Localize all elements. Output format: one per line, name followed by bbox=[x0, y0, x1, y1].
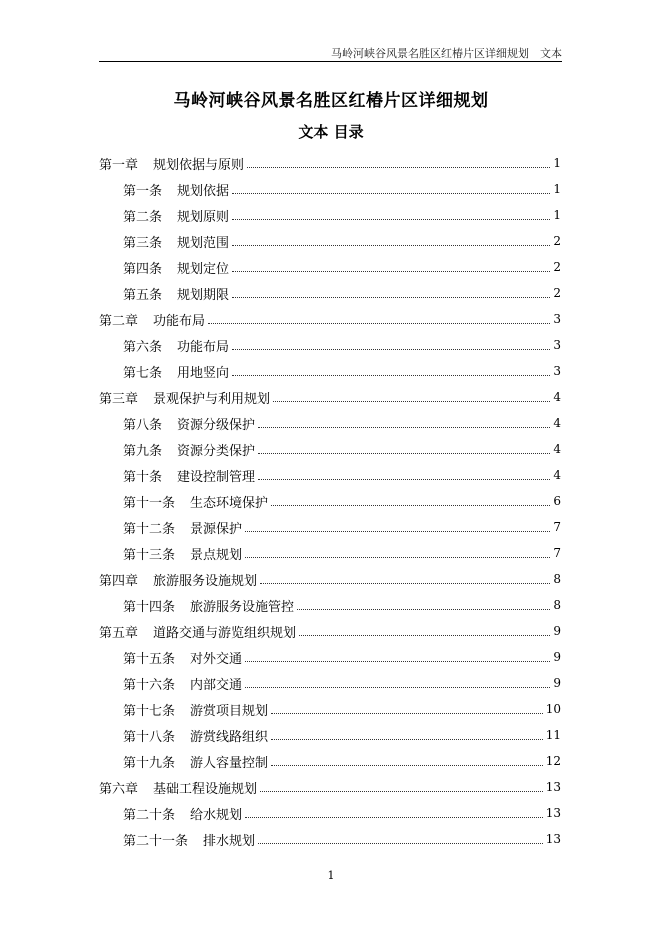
toc-entry-page: 13 bbox=[545, 832, 561, 846]
toc-entry-number: 第一条 bbox=[123, 183, 163, 199]
toc-entry-title: 给水规划 bbox=[190, 807, 243, 823]
toc-entry-number: 第二章 bbox=[99, 313, 139, 329]
toc-dot-leader bbox=[245, 531, 550, 532]
toc-dot-leader bbox=[232, 271, 550, 272]
toc-entry-page: 3 bbox=[553, 338, 561, 352]
toc-entry-title: 规划期限 bbox=[177, 287, 230, 303]
toc-entry-title: 规划依据与原则 bbox=[153, 157, 245, 173]
toc-article-entry[interactable] bbox=[99, 670, 561, 696]
toc-entry-page: 2 bbox=[553, 260, 561, 274]
toc-article-entry[interactable] bbox=[99, 202, 561, 228]
toc-article-entry[interactable] bbox=[99, 332, 561, 358]
toc-dot-leader bbox=[258, 453, 550, 454]
toc-entry-number: 第六条 bbox=[123, 339, 163, 355]
toc-entry-page: 3 bbox=[553, 312, 561, 326]
toc-entry-number: 第四章 bbox=[99, 573, 139, 589]
toc-dot-leader bbox=[271, 505, 550, 506]
header-rule bbox=[99, 61, 562, 62]
toc-article-entry[interactable] bbox=[99, 540, 561, 566]
toc-entry-number: 第十四条 bbox=[123, 599, 176, 615]
toc-dot-leader bbox=[260, 791, 543, 792]
toc-entry-title: 景观保护与利用规划 bbox=[153, 391, 271, 407]
toc-dot-leader bbox=[247, 167, 550, 168]
toc-entry-page: 12 bbox=[545, 754, 561, 768]
toc-article-entry[interactable] bbox=[99, 696, 561, 722]
toc-entry-title: 资源分类保护 bbox=[177, 443, 256, 459]
toc-article-entry[interactable] bbox=[99, 176, 561, 202]
toc-dot-leader bbox=[273, 401, 550, 402]
toc-entry-title: 旅游服务设施管控 bbox=[190, 599, 295, 615]
toc-dot-leader bbox=[232, 193, 550, 194]
toc-entry-title: 道路交通与游览组织规划 bbox=[153, 625, 297, 641]
toc-entry-page: 8 bbox=[553, 572, 561, 586]
toc-entry-title: 对外交通 bbox=[190, 651, 243, 667]
toc-dot-leader bbox=[297, 609, 550, 610]
toc-entry-number: 第十七条 bbox=[123, 703, 176, 719]
toc-entry-page: 4 bbox=[553, 390, 561, 404]
toc-entry-page: 7 bbox=[553, 520, 561, 534]
toc-entry-number: 第八条 bbox=[123, 417, 163, 433]
toc-chapter-entry[interactable] bbox=[99, 306, 561, 332]
toc-entry-page: 3 bbox=[553, 364, 561, 378]
toc-entry-title: 基础工程设施规划 bbox=[153, 781, 258, 797]
toc-entry-number: 第十一条 bbox=[123, 495, 176, 511]
toc-entry-number: 第七条 bbox=[123, 365, 163, 381]
toc-entry-title: 用地竖向 bbox=[177, 365, 230, 381]
toc-entry-page: 7 bbox=[553, 546, 561, 560]
toc-entry-title: 功能布局 bbox=[153, 313, 206, 329]
toc-entry-page: 8 bbox=[553, 598, 561, 612]
toc-article-entry[interactable] bbox=[99, 800, 561, 826]
toc-article-entry[interactable] bbox=[99, 514, 561, 540]
toc-entry-page: 1 bbox=[553, 208, 561, 222]
toc-entry-title: 景点规划 bbox=[190, 547, 243, 563]
toc-entry-title: 规划原则 bbox=[177, 209, 230, 225]
toc-dot-leader bbox=[258, 427, 550, 428]
toc-entry-page: 4 bbox=[553, 468, 561, 482]
toc-entry-title: 资源分级保护 bbox=[177, 417, 256, 433]
toc-article-entry[interactable] bbox=[99, 358, 561, 384]
toc-entry-page: 2 bbox=[553, 286, 561, 300]
toc-entry-title: 游赏项目规划 bbox=[190, 703, 269, 719]
toc-entry-number: 第十九条 bbox=[123, 755, 176, 771]
toc-article-entry[interactable] bbox=[99, 488, 561, 514]
toc-entry-title: 规划范围 bbox=[177, 235, 230, 251]
toc-entry-title: 生态环境保护 bbox=[190, 495, 269, 511]
toc-article-entry[interactable] bbox=[99, 280, 561, 306]
toc-entry-number: 第三章 bbox=[99, 391, 139, 407]
toc-entry-title: 功能布局 bbox=[177, 339, 230, 355]
toc-entry-page: 6 bbox=[553, 494, 561, 508]
toc-dot-leader bbox=[260, 583, 550, 584]
toc-dot-leader bbox=[245, 661, 550, 662]
toc-entry-number: 第十二条 bbox=[123, 521, 176, 537]
toc-entry-page: 4 bbox=[553, 442, 561, 456]
toc-entry-number: 第二条 bbox=[123, 209, 163, 225]
toc-dot-leader bbox=[271, 765, 543, 766]
toc-entry-page: 9 bbox=[553, 650, 561, 664]
toc-entry-page: 2 bbox=[553, 234, 561, 248]
toc-article-entry[interactable] bbox=[99, 254, 561, 280]
toc-entry-page: 9 bbox=[553, 624, 561, 638]
toc-entry-number: 第二十条 bbox=[123, 807, 176, 823]
toc-entry-number: 第十五条 bbox=[123, 651, 176, 667]
toc-entry-number: 第十六条 bbox=[123, 677, 176, 693]
document-subtitle: 文本 目录 bbox=[298, 123, 364, 141]
toc-dot-leader bbox=[245, 557, 550, 558]
toc-entry-title: 内部交通 bbox=[190, 677, 243, 693]
document-title: 马岭河峡谷风景名胜区红椿片区详细规划 bbox=[173, 91, 489, 111]
toc-dot-leader bbox=[208, 323, 550, 324]
toc-entry-title: 景源保护 bbox=[190, 521, 243, 537]
toc-entry-number: 第九条 bbox=[123, 443, 163, 459]
toc-entry-page: 10 bbox=[545, 702, 561, 716]
toc-entry-page: 13 bbox=[545, 806, 561, 820]
toc-entry-title: 建设控制管理 bbox=[177, 469, 256, 485]
toc-article-entry[interactable] bbox=[99, 462, 561, 488]
toc-article-entry[interactable] bbox=[99, 436, 561, 462]
toc-article-entry[interactable] bbox=[99, 644, 561, 670]
toc-dot-leader bbox=[232, 219, 550, 220]
toc-dot-leader bbox=[258, 479, 550, 480]
toc-entry-number: 第三条 bbox=[123, 235, 163, 251]
toc-entry-number: 第一章 bbox=[99, 157, 139, 173]
toc-entry-title: 游人容量控制 bbox=[190, 755, 269, 771]
toc-entry-number: 第二十一条 bbox=[123, 833, 189, 849]
toc-dot-leader bbox=[245, 817, 543, 818]
toc-entry-page: 1 bbox=[553, 156, 561, 170]
toc-entry-number: 第十八条 bbox=[123, 729, 176, 745]
toc-entry-number: 第五章 bbox=[99, 625, 139, 641]
toc-chapter-entry[interactable] bbox=[99, 774, 561, 800]
toc-dot-leader bbox=[271, 713, 543, 714]
toc-article-entry[interactable] bbox=[99, 748, 561, 774]
toc-dot-leader bbox=[232, 349, 550, 350]
toc-article-entry[interactable] bbox=[99, 410, 561, 436]
toc-chapter-entry[interactable] bbox=[99, 618, 561, 644]
toc-chapter-entry[interactable] bbox=[99, 150, 561, 176]
toc-entry-title: 排水规划 bbox=[203, 833, 256, 849]
toc-dot-leader bbox=[271, 739, 543, 740]
toc-entry-number: 第六章 bbox=[99, 781, 139, 797]
toc-article-entry[interactable] bbox=[99, 722, 561, 748]
toc-dot-leader bbox=[232, 297, 550, 298]
toc-dot-leader bbox=[258, 843, 543, 844]
toc-entry-number: 第五条 bbox=[123, 287, 163, 303]
toc-chapter-entry[interactable] bbox=[99, 566, 561, 592]
toc-chapter-entry[interactable] bbox=[99, 384, 561, 410]
toc-entry-title: 规划定位 bbox=[177, 261, 230, 277]
toc-dot-leader bbox=[232, 375, 550, 376]
running-header: 马岭河峡谷风景名胜区红椿片区详细规划 文本 bbox=[331, 47, 562, 60]
toc-entry-title: 旅游服务设施规划 bbox=[153, 573, 258, 589]
toc-entry-number: 第四条 bbox=[123, 261, 163, 277]
toc-entry-page: 13 bbox=[545, 780, 561, 794]
page-number: 1 bbox=[327, 869, 335, 882]
toc-entry-page: 11 bbox=[545, 728, 561, 742]
toc-entry-page: 9 bbox=[553, 676, 561, 690]
toc-entry-page: 1 bbox=[553, 182, 561, 196]
toc-article-entry[interactable] bbox=[99, 826, 561, 852]
toc-dot-leader bbox=[232, 245, 550, 246]
toc-entry-page: 4 bbox=[553, 416, 561, 430]
toc-entry-title: 游赏线路组织 bbox=[190, 729, 269, 745]
toc-entry-number: 第十条 bbox=[123, 469, 163, 485]
toc-dot-leader bbox=[245, 687, 550, 688]
toc-entry-title: 规划依据 bbox=[177, 183, 230, 199]
toc-entry-number: 第十三条 bbox=[123, 547, 176, 563]
table-of-contents bbox=[99, 150, 561, 852]
toc-dot-leader bbox=[299, 635, 550, 636]
toc-article-entry[interactable] bbox=[99, 592, 561, 618]
toc-article-entry[interactable] bbox=[99, 228, 561, 254]
